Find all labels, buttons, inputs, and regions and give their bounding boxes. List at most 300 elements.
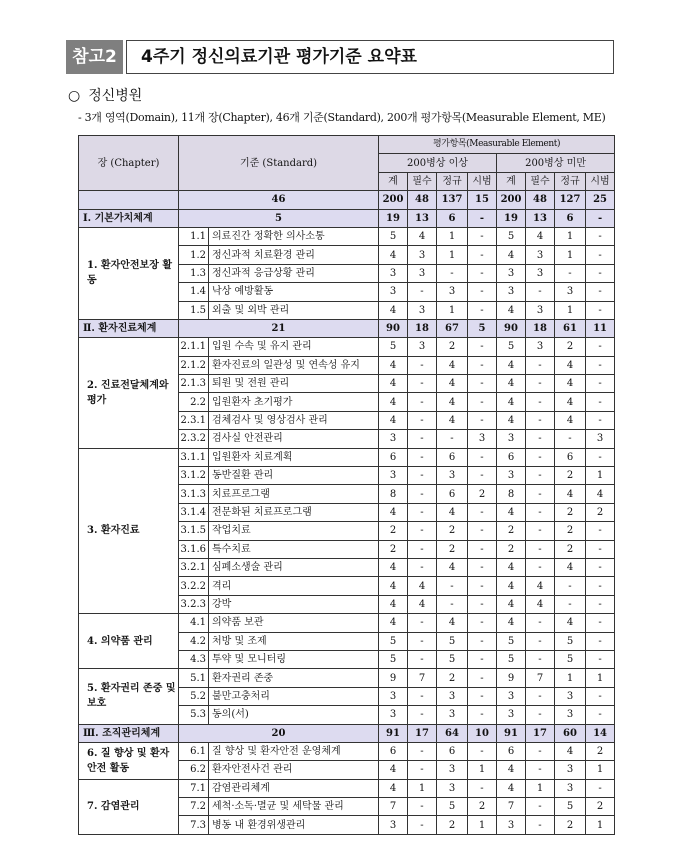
me-value: 1	[408, 779, 437, 797]
me-value: 2	[555, 816, 586, 834]
standard-name: 투약 및 모니터링	[209, 650, 379, 668]
me-value: 5	[379, 227, 408, 245]
me-value: -	[408, 540, 437, 558]
me-value: 3	[408, 338, 437, 356]
header-over200: 200병상 이상	[379, 154, 497, 172]
total-standards: 46	[179, 191, 379, 209]
me-value: -	[468, 650, 497, 668]
me-value: 4	[379, 393, 408, 411]
me-value: -	[468, 467, 497, 485]
me-value: -	[586, 356, 615, 374]
total-value: 127	[555, 191, 586, 209]
me-value: 4	[437, 614, 468, 632]
standard-code: 5.1	[179, 669, 209, 687]
me-value: 4	[497, 595, 526, 613]
header-standard: 기준 (Standard)	[179, 136, 379, 191]
me-value: 1	[555, 669, 586, 687]
me-value: -	[468, 742, 497, 760]
standard-code: 5.3	[179, 706, 209, 724]
me-value: 4	[555, 614, 586, 632]
me-value: 3	[379, 430, 408, 448]
me-value: 3	[408, 301, 437, 319]
me-value: 5	[497, 632, 526, 650]
me-value: 4	[526, 595, 555, 613]
domain-value: 19	[379, 209, 408, 227]
standard-name: 감염관리체계	[209, 779, 379, 797]
standard-code: 3.1.1	[179, 448, 209, 466]
domain-value: 18	[526, 319, 555, 337]
me-value: 8	[497, 485, 526, 503]
me-value: 6	[497, 448, 526, 466]
me-value: 4	[379, 614, 408, 632]
me-value: 1	[468, 761, 497, 779]
domain-standards: 5	[179, 209, 379, 227]
total-value: 48	[408, 191, 437, 209]
standard-code: 3.1.5	[179, 522, 209, 540]
standard-name: 입원환자 치료계획	[209, 448, 379, 466]
me-value: -	[526, 393, 555, 411]
chapter-label: 2. 진료전달체계와 평가	[79, 338, 179, 448]
me-value: 3	[437, 761, 468, 779]
me-value: 3	[586, 430, 615, 448]
me-value: -	[468, 393, 497, 411]
me-value: 3	[379, 264, 408, 282]
standard-code: 2.1.3	[179, 375, 209, 393]
domain-value: 11	[586, 319, 615, 337]
me-value: 4	[555, 393, 586, 411]
me-value: -	[526, 356, 555, 374]
reference-badge: 참고2	[66, 40, 123, 74]
me-value: -	[468, 375, 497, 393]
section-bullet: ○	[68, 88, 81, 104]
me-value: -	[408, 614, 437, 632]
me-value: -	[468, 577, 497, 595]
me-value: 4	[555, 742, 586, 760]
me-value: -	[468, 503, 497, 521]
me-value: 4	[408, 595, 437, 613]
standard-name: 의약품 보관	[209, 614, 379, 632]
me-value: 8	[379, 485, 408, 503]
me-value: -	[526, 467, 555, 485]
total-value: 48	[526, 191, 555, 209]
me-value: 2	[437, 669, 468, 687]
me-value: -	[468, 338, 497, 356]
standard-name: 퇴원 및 전원 관리	[209, 375, 379, 393]
me-value: 4	[379, 356, 408, 374]
me-value: 3	[526, 264, 555, 282]
section-heading	[68, 85, 142, 105]
me-value: 3	[468, 430, 497, 448]
title-bar	[66, 40, 614, 74]
domain-value: 10	[468, 724, 497, 742]
domain-value: 64	[437, 724, 468, 742]
me-value: -	[586, 540, 615, 558]
me-value: -	[468, 779, 497, 797]
me-value: -	[586, 411, 615, 429]
standard-code: 3.2.3	[179, 595, 209, 613]
me-value: 4	[497, 411, 526, 429]
me-value: 3	[379, 283, 408, 301]
me-value: -	[408, 356, 437, 374]
standard-code: 3.2.1	[179, 558, 209, 576]
me-value: 3	[437, 779, 468, 797]
me-value: 4	[437, 503, 468, 521]
me-value: 4	[437, 375, 468, 393]
me-value: -	[555, 577, 586, 595]
me-value: -	[437, 430, 468, 448]
standard-name: 병동 내 환경위생관리	[209, 816, 379, 834]
standard-name: 동반질환 관리	[209, 467, 379, 485]
standard-name: 입원환자 초기평가	[209, 393, 379, 411]
me-value: 1	[437, 301, 468, 319]
me-value: 4	[437, 393, 468, 411]
me-value: 2	[437, 816, 468, 834]
me-value: 4	[497, 375, 526, 393]
domain-value: 14	[586, 724, 615, 742]
domain-value: 13	[526, 209, 555, 227]
me-value: -	[586, 301, 615, 319]
me-value: 1	[586, 669, 615, 687]
me-value: 5	[555, 632, 586, 650]
domain-value: 18	[408, 319, 437, 337]
me-value: -	[437, 595, 468, 613]
me-value: 3	[437, 687, 468, 705]
me-value: -	[408, 687, 437, 705]
me-value: -	[468, 595, 497, 613]
standard-name: 심폐소생술 관리	[209, 558, 379, 576]
me-value: -	[408, 706, 437, 724]
me-value: 3	[379, 706, 408, 724]
me-value: 4	[497, 393, 526, 411]
me-value: -	[526, 283, 555, 301]
me-value: -	[526, 632, 555, 650]
me-value: 4	[555, 375, 586, 393]
table-row	[79, 338, 615, 356]
standard-name: 외출 및 외박 관리	[209, 301, 379, 319]
domain-standards: 21	[179, 319, 379, 337]
me-value: 4	[497, 558, 526, 576]
domain-row	[79, 209, 615, 227]
domain-value: 67	[437, 319, 468, 337]
standard-code: 1.2	[179, 246, 209, 264]
me-value: 6	[379, 742, 408, 760]
header-under200: 200병상 미만	[497, 154, 615, 172]
me-value: -	[408, 467, 437, 485]
standard-code: 4.3	[179, 650, 209, 668]
standard-name: 환자권리 존중	[209, 669, 379, 687]
standard-code: 3.1.2	[179, 467, 209, 485]
standard-code: 3.2.2	[179, 577, 209, 595]
chapter-label: 3. 환자진료	[79, 448, 179, 614]
me-value: 9	[379, 669, 408, 687]
me-value: -	[586, 393, 615, 411]
me-value: -	[526, 816, 555, 834]
me-value: -	[408, 448, 437, 466]
me-value: 4	[555, 356, 586, 374]
me-value: 2	[586, 798, 615, 816]
header-col: 계	[497, 172, 526, 190]
standard-code: 2.3.2	[179, 430, 209, 448]
standard-name: 낙상 예방활동	[209, 283, 379, 301]
me-value: -	[586, 595, 615, 613]
me-value: 4	[379, 503, 408, 521]
me-value: 4	[497, 779, 526, 797]
me-value: 4	[437, 356, 468, 374]
me-value: -	[408, 816, 437, 834]
me-value: -	[468, 448, 497, 466]
total-value: 15	[468, 191, 497, 209]
table-row	[79, 779, 615, 797]
standard-code: 3.1.4	[179, 503, 209, 521]
me-value: 5	[437, 632, 468, 650]
me-value: 2	[586, 742, 615, 760]
table-row	[79, 742, 615, 760]
domain-value: 91	[379, 724, 408, 742]
me-value: 4	[379, 761, 408, 779]
standard-code: 6.2	[179, 761, 209, 779]
domain-value: 17	[526, 724, 555, 742]
chapter-label: 6. 질 향상 및 환자안전 활동	[79, 742, 179, 779]
me-value: 2	[437, 338, 468, 356]
me-value: -	[468, 706, 497, 724]
me-value: 5	[437, 798, 468, 816]
me-value: -	[526, 706, 555, 724]
me-value: -	[526, 742, 555, 760]
me-value: -	[408, 393, 437, 411]
me-value: 3	[497, 430, 526, 448]
table-row	[79, 448, 615, 466]
me-value: -	[586, 706, 615, 724]
me-value: 4	[526, 577, 555, 595]
me-value: 3	[555, 687, 586, 705]
header-col: 필수	[526, 172, 555, 190]
criteria-table	[78, 135, 615, 835]
me-value: 4	[437, 558, 468, 576]
domain-label: Ⅱ. 환자진료체계	[79, 319, 179, 337]
me-value: 1	[437, 227, 468, 245]
me-value: 5	[497, 650, 526, 668]
domain-standards: 20	[179, 724, 379, 742]
standard-name: 치료프로그램	[209, 485, 379, 503]
header-col: 필수	[408, 172, 437, 190]
standard-name: 강박	[209, 595, 379, 613]
me-value: 3	[408, 246, 437, 264]
me-value: 1	[437, 246, 468, 264]
me-value: 2	[497, 540, 526, 558]
domain-value: 91	[497, 724, 526, 742]
header-col: 시범	[586, 172, 615, 190]
me-value: -	[586, 577, 615, 595]
me-value: -	[526, 798, 555, 816]
me-value: 4	[555, 485, 586, 503]
me-value: -	[408, 375, 437, 393]
me-value: 3	[497, 816, 526, 834]
me-value: -	[526, 503, 555, 521]
me-value: 3	[526, 301, 555, 319]
me-value: 3	[555, 283, 586, 301]
me-value: 4	[379, 411, 408, 429]
standard-code: 5.2	[179, 687, 209, 705]
standard-name: 의료진간 정확한 의사소통	[209, 227, 379, 245]
me-value: 3	[437, 467, 468, 485]
me-value: -	[526, 485, 555, 503]
total-value: 200	[379, 191, 408, 209]
me-value: -	[468, 356, 497, 374]
me-value: 5	[555, 650, 586, 668]
me-value: -	[586, 632, 615, 650]
me-value: 1	[586, 816, 615, 834]
standard-code: 1.1	[179, 227, 209, 245]
me-value: -	[408, 283, 437, 301]
standard-name: 동의(서)	[209, 706, 379, 724]
me-value: 4	[497, 503, 526, 521]
me-value: -	[586, 650, 615, 668]
standard-name: 환자진료의 일관성 및 연속성 유지	[209, 356, 379, 374]
me-value: -	[555, 595, 586, 613]
me-value: 6	[379, 448, 408, 466]
me-value: -	[586, 264, 615, 282]
standard-name: 정신과적 응급상황 관리	[209, 264, 379, 282]
me-value: 4	[555, 558, 586, 576]
me-value: 3	[437, 706, 468, 724]
me-value: 3	[497, 706, 526, 724]
me-value: -	[468, 522, 497, 540]
me-value: 5	[379, 632, 408, 650]
standard-code: 1.4	[179, 283, 209, 301]
me-value: 3	[379, 467, 408, 485]
standard-name: 처방 및 조제	[209, 632, 379, 650]
me-value: -	[437, 577, 468, 595]
me-value: -	[468, 283, 497, 301]
header-col: 정규	[437, 172, 468, 190]
me-value: -	[586, 522, 615, 540]
me-value: 3	[497, 467, 526, 485]
me-value: 4	[379, 301, 408, 319]
me-value: 3	[497, 283, 526, 301]
me-value: 1	[526, 779, 555, 797]
me-value: 1	[468, 816, 497, 834]
me-value: -	[437, 264, 468, 282]
me-value: 2	[555, 503, 586, 521]
total-value: 137	[437, 191, 468, 209]
me-value: -	[526, 430, 555, 448]
me-value: 3	[555, 706, 586, 724]
me-value: -	[408, 742, 437, 760]
me-value: -	[586, 558, 615, 576]
me-value: 4	[408, 577, 437, 595]
me-value: -	[468, 540, 497, 558]
me-value: 4	[526, 227, 555, 245]
domain-value: 90	[379, 319, 408, 337]
standard-name: 검사실 안전관리	[209, 430, 379, 448]
domain-value: 60	[555, 724, 586, 742]
me-value: 7	[379, 798, 408, 816]
me-value: 2	[437, 540, 468, 558]
header-col: 시범	[468, 172, 497, 190]
standard-name: 질 향상 및 환자안전 운영체계	[209, 742, 379, 760]
me-value: -	[526, 650, 555, 668]
domain-value: -	[586, 209, 615, 227]
me-value: 5	[497, 227, 526, 245]
me-value: 9	[497, 669, 526, 687]
me-value: -	[468, 246, 497, 264]
standard-name: 정신과적 치료환경 관리	[209, 246, 379, 264]
me-value: 2	[555, 540, 586, 558]
header-me: 평가항목(Measurable Element)	[379, 136, 615, 154]
total-label	[79, 191, 179, 209]
header-col: 정규	[555, 172, 586, 190]
me-value: -	[408, 430, 437, 448]
me-value: 6	[437, 742, 468, 760]
me-value: -	[555, 264, 586, 282]
me-value: 6	[497, 742, 526, 760]
chapter-label: 4. 의약품 관리	[79, 614, 179, 669]
standard-code: 1.3	[179, 264, 209, 282]
me-value: 5	[497, 338, 526, 356]
domain-value: 17	[408, 724, 437, 742]
me-value: -	[468, 614, 497, 632]
me-value: -	[468, 669, 497, 687]
domain-label: Ⅲ. 조직관리체계	[79, 724, 179, 742]
me-value: 3	[555, 761, 586, 779]
page-title: 4주기 정신의료기관 평가기준 요약표	[126, 40, 614, 74]
me-value: -	[408, 411, 437, 429]
me-value: 3	[379, 816, 408, 834]
domain-label: Ⅰ. 기본가치체계	[79, 209, 179, 227]
standard-name: 환자안전사건 관리	[209, 761, 379, 779]
me-value: 4	[379, 577, 408, 595]
standard-name: 특수치료	[209, 540, 379, 558]
standard-name: 세척·소독·멸균 및 세탁물 관리	[209, 798, 379, 816]
me-value: -	[586, 338, 615, 356]
standard-code: 3.1.3	[179, 485, 209, 503]
me-value: -	[586, 375, 615, 393]
me-value: -	[586, 687, 615, 705]
me-value: -	[526, 522, 555, 540]
me-value: 4	[379, 779, 408, 797]
me-value: -	[526, 614, 555, 632]
me-value: -	[586, 779, 615, 797]
total-value: 200	[497, 191, 526, 209]
domain-value: 61	[555, 319, 586, 337]
standard-code: 2.2	[179, 393, 209, 411]
standard-name: 전문화된 치료프로그램	[209, 503, 379, 521]
me-value: 4	[497, 577, 526, 595]
table-row	[79, 669, 615, 687]
me-value: -	[468, 411, 497, 429]
summary-note: - 3개 영역(Domain), 11개 장(Chapter), 46개 기준(Standard), 200개 평가항목(Measurable Element, ME)	[78, 111, 606, 124]
me-value: -	[526, 411, 555, 429]
domain-value: 13	[408, 209, 437, 227]
me-value: 2	[437, 522, 468, 540]
me-value: 2	[497, 522, 526, 540]
me-value: 3	[526, 246, 555, 264]
me-value: -	[586, 227, 615, 245]
me-value: 3	[526, 338, 555, 356]
standard-code: 4.2	[179, 632, 209, 650]
me-value: -	[526, 687, 555, 705]
standard-name: 격리	[209, 577, 379, 595]
me-value: -	[408, 761, 437, 779]
chapter-label: 1. 환자안전보장 활동	[79, 227, 179, 319]
me-value: -	[408, 485, 437, 503]
me-value: 6	[437, 485, 468, 503]
domain-value: 6	[437, 209, 468, 227]
me-value: 5	[437, 650, 468, 668]
me-value: -	[408, 632, 437, 650]
domain-value: 90	[497, 319, 526, 337]
me-value: 1	[586, 467, 615, 485]
